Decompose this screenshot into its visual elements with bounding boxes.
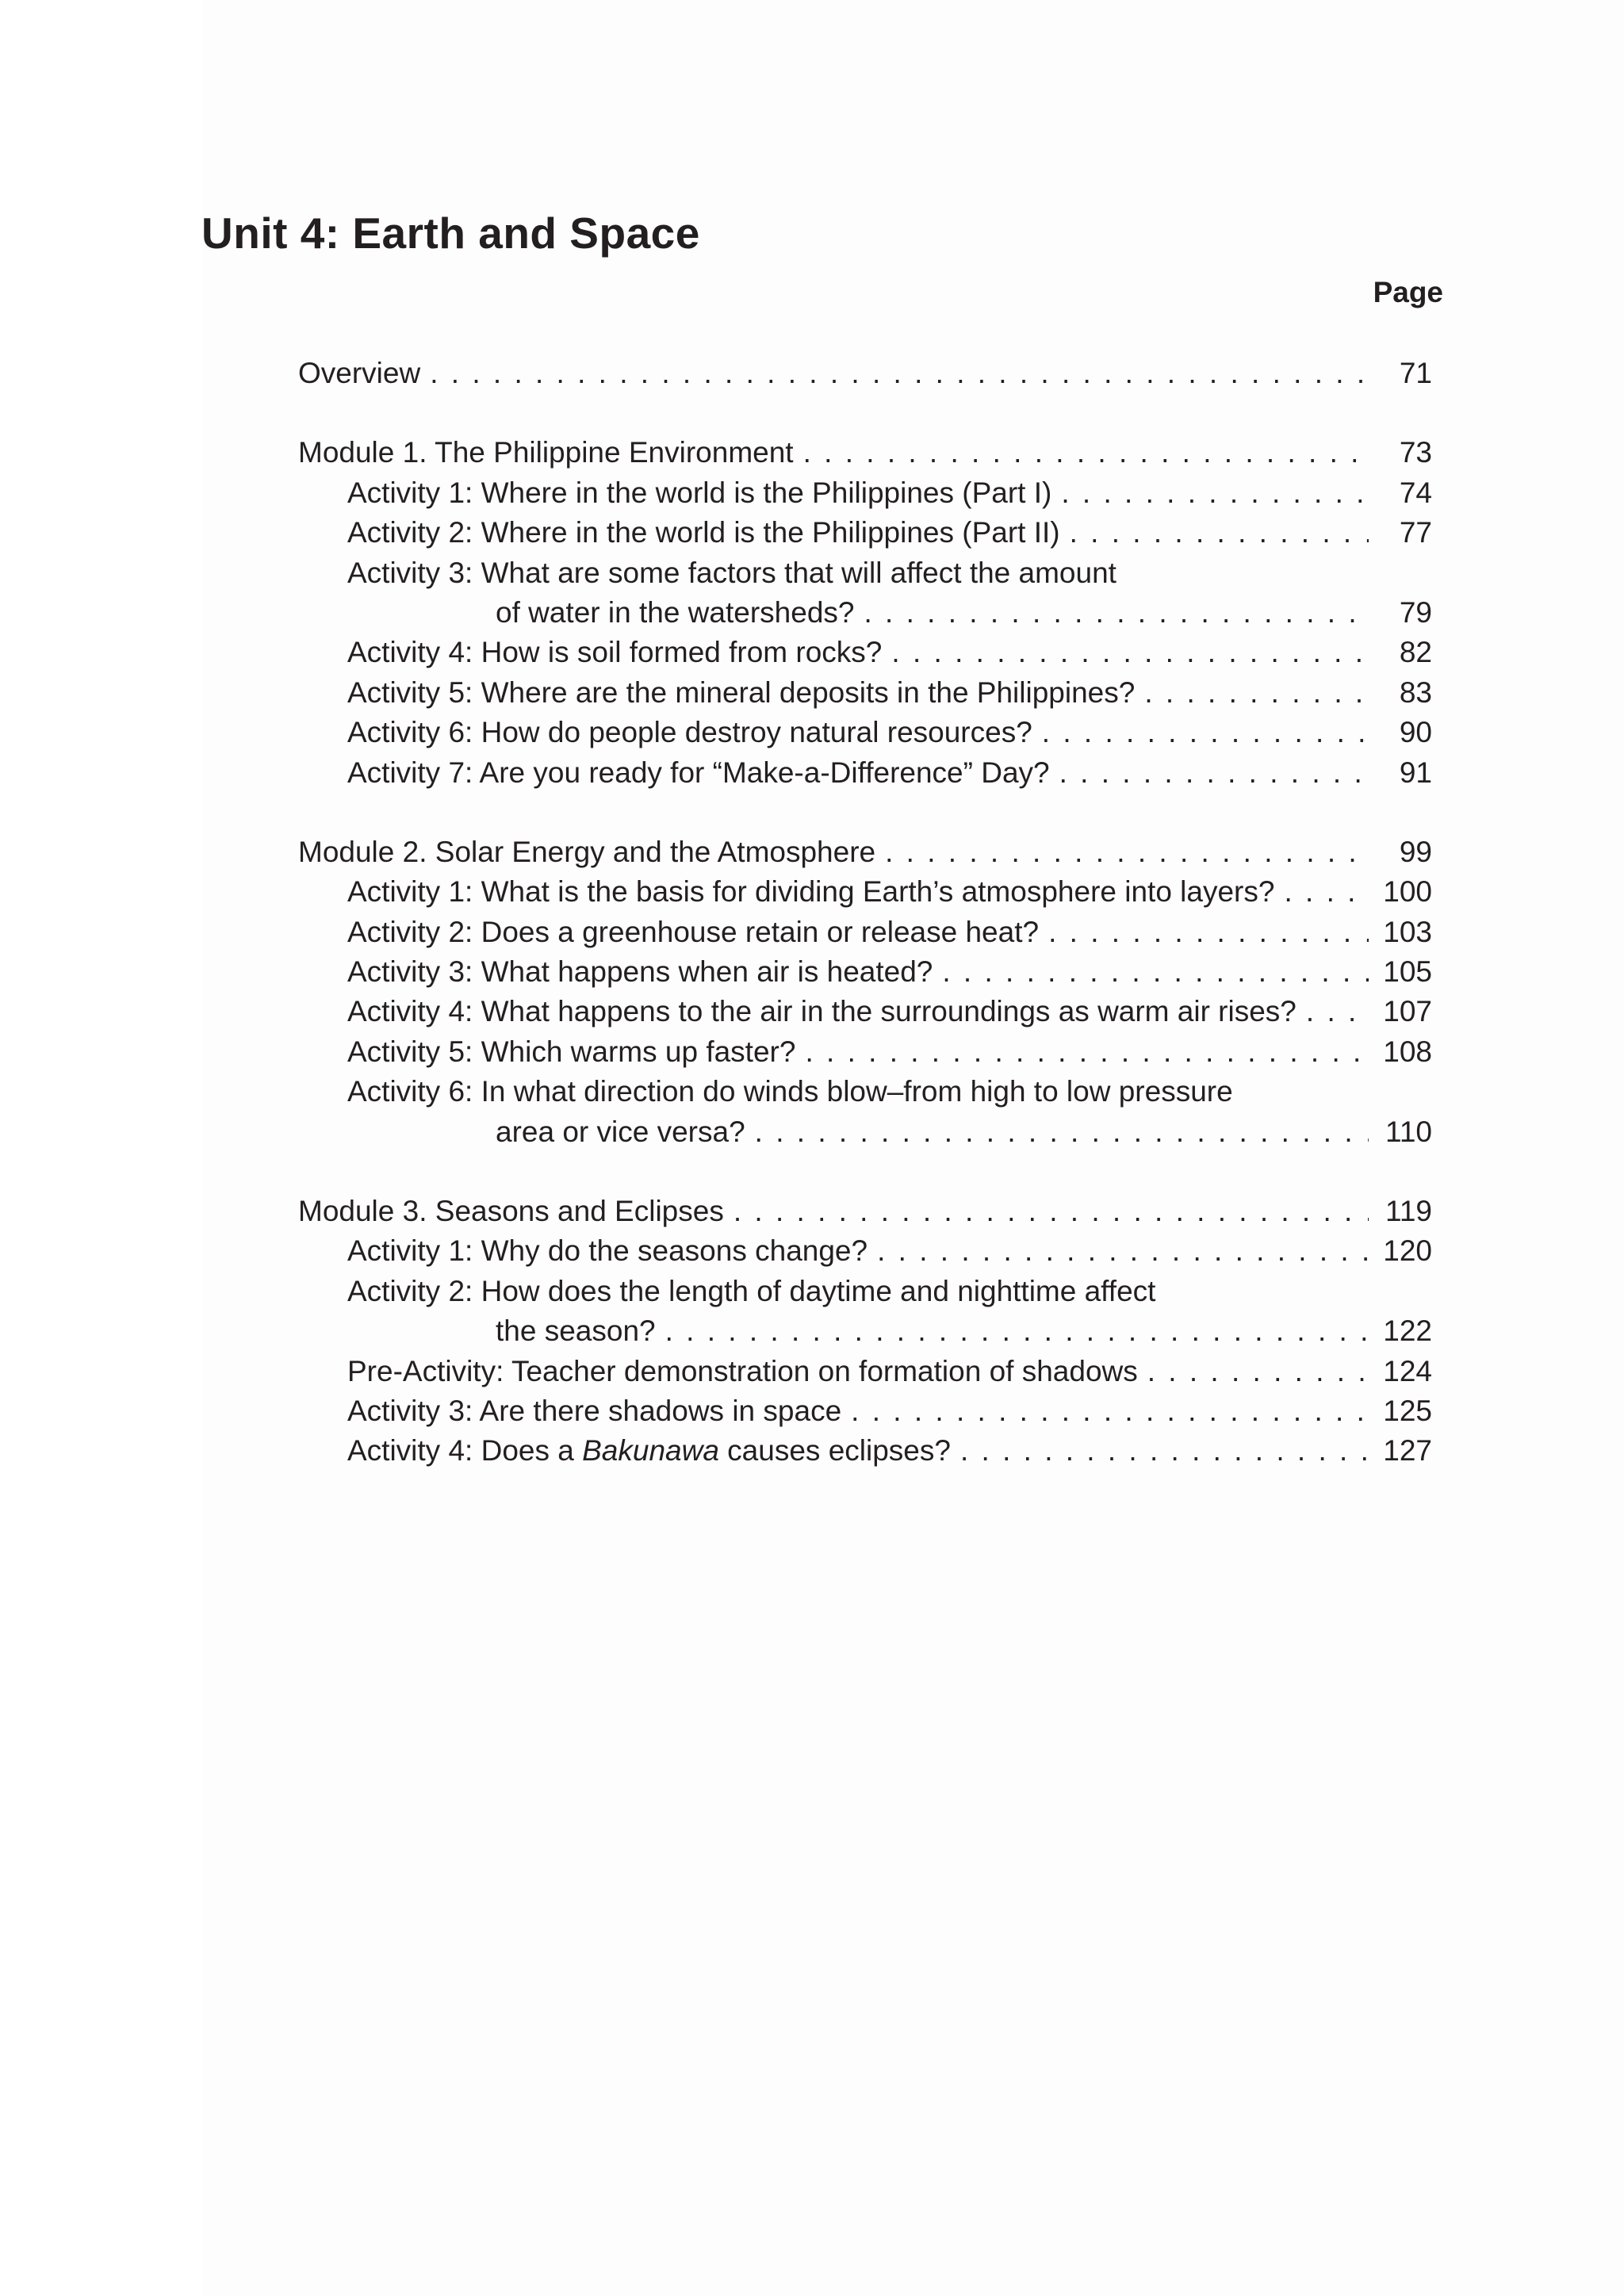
dot-leader — [1059, 753, 1369, 793]
toc-page-number: 108 — [1383, 1035, 1432, 1068]
toc-entry-continuation: area or vice versa? — [496, 1115, 745, 1148]
dot-leader — [755, 1112, 1369, 1152]
dot-leader — [805, 1032, 1369, 1072]
dot-leader — [1042, 713, 1369, 752]
toc-entry-label: Activity 2: Where in the world is the Philippines (Part II) — [347, 516, 1060, 549]
dot-leader — [430, 354, 1369, 393]
toc-page-number: 79 — [1399, 595, 1432, 629]
dot-leader — [864, 593, 1369, 633]
dot-leader — [1048, 913, 1369, 952]
toc-page-number: 77 — [1399, 516, 1432, 549]
dot-leader — [665, 1311, 1369, 1351]
dot-leader — [803, 433, 1369, 473]
toc-entry-label: Overview — [298, 357, 421, 389]
dot-leader — [942, 952, 1369, 992]
toc-entry-label: Activity 3: What are some factors that will affect the amount — [347, 556, 1116, 589]
toc-entry-label: Module 3. Seasons and Eclipses — [298, 1195, 724, 1228]
toc-page-number: 119 — [1385, 1195, 1432, 1228]
toc-page-number: 105 — [1383, 955, 1432, 989]
toc-entry-label: Activity 3: Are there shadows in space — [347, 1394, 842, 1427]
toc-entry-activity[interactable] — [298, 553, 1432, 593]
toc-entry-label: Activity 7: Are you ready for “Make-a-Difference” Day? — [347, 756, 1050, 789]
toc-entry-activity-continuation[interactable] — [298, 593, 1432, 633]
toc-entry-activity[interactable] — [298, 1231, 1432, 1271]
toc-entry-label: Activity 3: What happens when air is heated? — [347, 955, 933, 989]
toc-entry-module[interactable] — [298, 1192, 1432, 1231]
toc-entry-label: Activity 5: Where are the mineral deposits in the Philippines? — [347, 675, 1136, 709]
dot-leader — [891, 633, 1369, 672]
dot-leader — [1070, 513, 1369, 553]
toc-entry-activity[interactable] — [298, 1072, 1432, 1112]
dot-leader — [1306, 992, 1369, 1031]
toc-group-module-1 — [298, 433, 1432, 793]
toc-entry-label — [347, 1431, 951, 1471]
toc-entry-activity[interactable] — [298, 913, 1432, 952]
toc-entry-activity[interactable] — [298, 713, 1432, 752]
toc-entry-label: Activity 5: Which warms up faster? — [347, 1035, 796, 1068]
toc-group-module-3 — [298, 1192, 1432, 1471]
toc-entry-activity[interactable] — [298, 952, 1432, 992]
toc-page-number: 107 — [1383, 995, 1432, 1028]
dot-leader — [1144, 673, 1369, 713]
toc-entry-activity[interactable] — [298, 1032, 1432, 1072]
toc-entry-label-italic: Bakunawa — [582, 1434, 719, 1468]
toc-entry-label-prefix: Activity 4: Does a — [347, 1434, 583, 1468]
toc-entry-activity[interactable] — [298, 673, 1432, 713]
toc-page-number: 90 — [1399, 716, 1432, 749]
toc-entry-activity[interactable] — [298, 753, 1432, 793]
toc-entry-activity[interactable] — [298, 1431, 1432, 1471]
toc-entry-label: Activity 6: How do people destroy natural resources? — [347, 716, 1032, 749]
toc-entry-label: Activity 4: What happens to the air in the surroundings as warm air rises? — [347, 995, 1297, 1028]
toc-entry-label: Module 2. Solar Energy and the Atmosphere — [298, 835, 876, 868]
toc-group-overview — [298, 354, 1432, 393]
dot-leader — [885, 832, 1369, 872]
dot-leader — [1061, 473, 1369, 513]
toc-entry-label: Activity 2: Does a greenhouse retain or release heat? — [347, 915, 1040, 948]
toc-entry-activity[interactable] — [298, 1272, 1432, 1311]
dot-leader — [960, 1431, 1369, 1471]
toc-entry-activity[interactable] — [298, 872, 1432, 912]
toc-page-number: 110 — [1385, 1115, 1432, 1148]
toc-entry-label: Module 1. The Philippine Environment — [298, 436, 794, 469]
dot-leader — [1284, 872, 1369, 912]
toc-page-number: 99 — [1399, 835, 1432, 868]
toc-page-number: 74 — [1399, 476, 1432, 509]
toc-page-number: 127 — [1383, 1434, 1432, 1468]
toc-page-number: 91 — [1399, 756, 1432, 789]
toc-entry-label-suffix: causes eclipses? — [718, 1434, 951, 1468]
toc-page-number: 122 — [1383, 1314, 1432, 1348]
dot-leader — [851, 1391, 1369, 1431]
dot-leader — [877, 1231, 1369, 1271]
toc-entry-label: Activity 6: In what direction do winds blow–from high to low pressure — [347, 1075, 1233, 1108]
toc-group-module-2 — [298, 832, 1432, 1152]
toc-entry-label: Activity 1: Why do the seasons change? — [347, 1234, 868, 1268]
table-of-contents — [298, 354, 1432, 1471]
toc-page-number: 120 — [1383, 1234, 1432, 1268]
toc-entry-label: Activity 4: How is soil formed from rocks? — [347, 636, 883, 669]
page-column-heading: Page — [1373, 276, 1443, 308]
toc-entry-continuation: of water in the watersheds? — [496, 595, 855, 629]
toc-page-number: 100 — [1383, 875, 1432, 909]
toc-entry-overview[interactable] — [298, 354, 1432, 393]
toc-entry-continuation: the season? — [496, 1314, 656, 1348]
toc-entry-module[interactable] — [298, 433, 1432, 473]
toc-entry-activity[interactable] — [298, 513, 1432, 553]
toc-entry-label: Activity 2: How does the length of daytime and nighttime affect — [347, 1274, 1156, 1307]
toc-entry-activity[interactable] — [298, 1352, 1432, 1391]
toc-page-number: 73 — [1399, 436, 1432, 469]
toc-entry-activity-continuation[interactable] — [298, 1311, 1432, 1351]
dot-leader — [733, 1192, 1369, 1231]
toc-page-number: 124 — [1383, 1354, 1432, 1387]
toc-page-number: 83 — [1399, 675, 1432, 709]
toc-page-number: 125 — [1383, 1394, 1432, 1427]
toc-page-number: 82 — [1399, 636, 1432, 669]
toc-page-number: 103 — [1383, 915, 1432, 948]
toc-page-number: 71 — [1399, 357, 1432, 389]
toc-entry-label: Activity 1: What is the basis for dividing Earth’s atmosphere into layers? — [347, 875, 1275, 909]
toc-entry-activity[interactable] — [298, 1391, 1432, 1431]
toc-entry-module[interactable] — [298, 832, 1432, 872]
toc-entry-label: Pre-Activity: Teacher demonstration on formation of shadows — [347, 1354, 1138, 1387]
toc-entry-activity[interactable] — [298, 992, 1432, 1031]
toc-entry-activity[interactable] — [298, 633, 1432, 672]
toc-entry-activity-continuation[interactable] — [298, 1112, 1432, 1152]
dot-leader — [1147, 1352, 1369, 1391]
toc-entry-label: Activity 1: Where in the world is the Philippines (Part I) — [347, 476, 1052, 509]
toc-entry-activity[interactable] — [298, 473, 1432, 513]
unit-title: Unit 4: Earth and Space — [201, 209, 700, 258]
